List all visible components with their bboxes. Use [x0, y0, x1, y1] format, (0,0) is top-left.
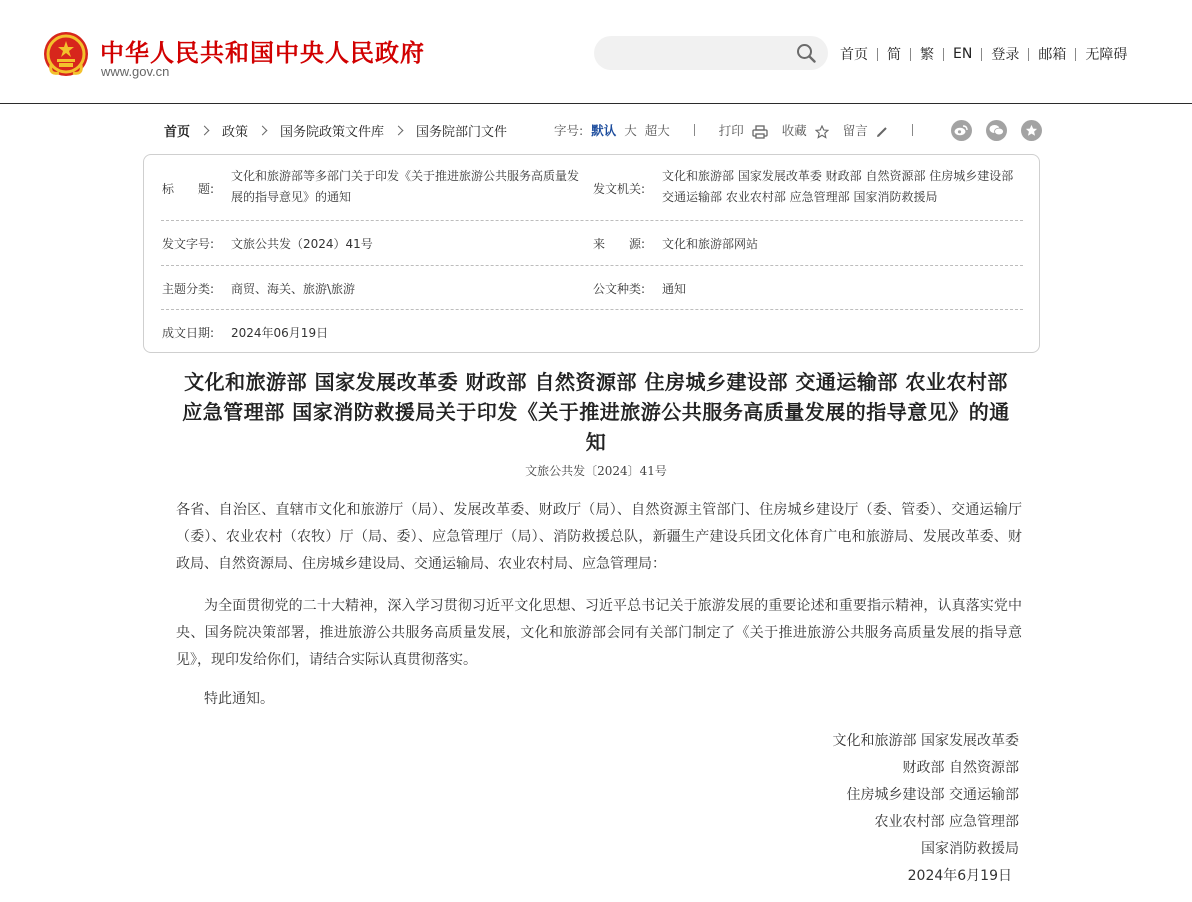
breadcrumb-policy-library[interactable]: 国务院政策文件库 — [280, 124, 385, 140]
signature-line: 住房城乡建设部 交通运输部 — [846, 787, 1019, 803]
article-doc-number: 文旅公共发〔2024〕41号 — [525, 464, 667, 478]
font-size-default[interactable]: 默认 — [591, 123, 617, 138]
toolbar-divider — [694, 124, 695, 136]
comment-label: 留言 — [842, 123, 868, 138]
favorite-label: 收藏 — [781, 123, 807, 138]
nav-divider — [877, 48, 878, 61]
document-info-table — [143, 154, 1040, 353]
doctype-label: 公文种类: — [593, 282, 646, 296]
issuer-value: 文化和旅游部 国家发展改革委 财政部 自然资源部 住房城乡建设部 交通运输部 农业农村部 应急管理部 国家消防救援局 — [662, 169, 1014, 204]
signature-line: 农业农村部 应急管理部 — [874, 814, 1019, 830]
breadcrumb-dept-docs[interactable]: 国务院部门文件 — [416, 124, 508, 140]
signature-line: 文化和旅游部 国家发展改革委 — [832, 733, 1019, 749]
site-title[interactable]: 中华人民共和国中央人民政府 — [100, 39, 425, 67]
print-label: 打印 — [718, 123, 744, 138]
article-title: 文化和旅游部 国家发展改革委 财政部 自然资源部 住房城乡建设部 交通运输部 农业农村部 应急管理部 国家消防救援局关于印发《关于推进旅游公共服务高质量发展的指导意见》的通知 — [182, 370, 1010, 454]
signature-line: 国家消防救援局 — [921, 841, 1019, 857]
nav-login[interactable]: 登录 — [991, 47, 1020, 63]
date-value: 2024年06月19日 — [231, 326, 329, 340]
title-value: 文化和旅游部等多部门关于印发《关于推进旅游公共服务高质量发展的指导意见》的通知 — [231, 169, 580, 204]
title-label: 标 题: — [162, 182, 215, 196]
topic-value: 商贸、海关、旅游\旅游 — [231, 282, 356, 296]
doctype-value: 通知 — [662, 282, 687, 296]
print-button[interactable] — [719, 121, 768, 139]
nav-english[interactable]: EN — [953, 46, 973, 62]
font-size-xlarge[interactable]: 超大 — [644, 123, 670, 138]
docno-value: 文旅公共发（2024）41号 — [231, 237, 373, 251]
issuer-label: 发文机关: — [593, 182, 646, 196]
pencil-icon — [876, 126, 888, 138]
site-header — [0, 0, 1192, 104]
favorite-button[interactable] — [782, 121, 829, 139]
top-nav — [840, 44, 1127, 64]
nav-divider — [943, 48, 944, 61]
signature-date: 2024年6月19日 — [907, 868, 1012, 884]
nav-divider — [981, 48, 982, 61]
nav-mail[interactable]: 邮箱 — [1038, 47, 1067, 63]
docno-label: 发文字号: — [162, 237, 215, 251]
info-row-title — [161, 155, 1023, 221]
chevron-right-icon — [200, 125, 210, 135]
site-url[interactable]: www.gov.cn — [101, 64, 170, 79]
breadcrumb-policy[interactable]: 政策 — [222, 124, 249, 140]
star-icon — [815, 125, 829, 139]
date-label: 成文日期: — [162, 326, 215, 340]
breadcrumb — [164, 120, 507, 140]
search-input[interactable] — [594, 36, 828, 70]
info-row-docno — [161, 220, 1023, 266]
wechat-share-icon[interactable] — [986, 120, 1007, 141]
chevron-right-icon — [258, 125, 268, 135]
nav-divider — [1028, 48, 1029, 61]
source-value: 文化和旅游部网站 — [662, 237, 759, 251]
article-toolbar — [554, 119, 1042, 141]
article-closing: 特此通知。 — [204, 691, 274, 707]
signature-line: 财政部 自然资源部 — [902, 760, 1019, 776]
comment-button[interactable] — [843, 121, 888, 139]
topic-label: 主题分类: — [162, 282, 215, 296]
nav-home[interactable]: 首页 — [840, 47, 868, 63]
weibo-share-icon[interactable] — [951, 120, 972, 141]
nav-accessibility[interactable]: 无障碍 — [1085, 47, 1128, 63]
printer-icon — [752, 125, 768, 139]
source-label: 来 源: — [593, 237, 646, 251]
nav-traditional[interactable]: 繁 — [920, 47, 934, 63]
nav-divider — [910, 48, 911, 61]
chevron-right-icon — [394, 125, 404, 135]
info-row-topic — [161, 265, 1023, 310]
nav-simplified[interactable]: 简 — [887, 47, 901, 63]
article-recipients: 各省、自治区、直辖市文化和旅游厅（局）、发展改革委、财政厅（局）、自然资源主管部门、住房城乡建设厅（委、管委）、交通运输厅（委）、农业农村（农牧）厅（局、委）、应急管理厅（局）、消防救援总队，新疆生产建设兵团文化体育广电和旅游局、发展改革委、财政局、自然资源局、住房城乡建设局、交通运输局、农业农村局、应急管理局： — [176, 502, 1022, 572]
qzone-share-icon[interactable] — [1021, 120, 1042, 141]
toolbar-divider — [912, 124, 913, 136]
font-size-large[interactable]: 大 — [624, 123, 637, 138]
breadcrumb-home[interactable]: 首页 — [164, 124, 191, 140]
info-row-date — [161, 309, 1023, 353]
search-icon[interactable] — [796, 43, 816, 63]
font-size-label: 字号: — [554, 123, 584, 138]
nav-divider — [1075, 48, 1076, 61]
article-body-paragraph: 为全面贯彻党的二十大精神，深入学习贯彻习近平文化思想、习近平总书记关于旅游发展的重要论述和重要指示精神，认真落实党中央、国务院决策部署，推进旅游公共服务高质量发展，文化和旅游部会同有关部门制定了《关于推进旅游公共服务高质量发展的指导意见》，现印发给你们，请结合实际认真贯彻落实。 — [176, 598, 1022, 668]
national-emblem-icon[interactable] — [43, 31, 89, 77]
